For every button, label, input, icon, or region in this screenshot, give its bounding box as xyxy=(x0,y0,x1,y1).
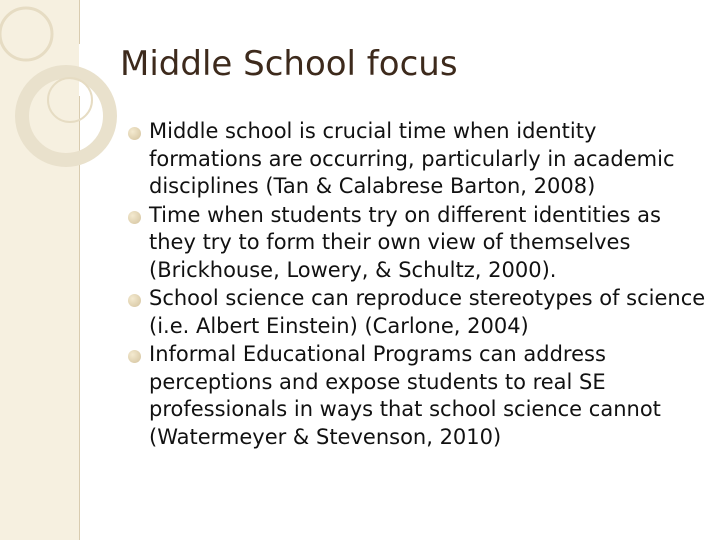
bullet-icon xyxy=(128,127,141,140)
bullet-item xyxy=(128,341,708,451)
bullet-text: Middle school is crucial time when identity formations are occurring, particularly in academic disciplines (Tan & Calabrese Barton, 2008) xyxy=(149,119,675,198)
bullet-icon xyxy=(128,350,141,363)
bullet-item xyxy=(128,285,708,340)
ring-small xyxy=(48,78,92,122)
bullet-item xyxy=(128,118,708,201)
bullet-text: Time when students try on different identities as they try to form their own view of themselves (Brickhouse, Lowery, & Schultz, 2000). xyxy=(149,202,661,282)
bullet-list xyxy=(128,118,708,452)
ring-large xyxy=(22,72,110,160)
bullet-icon xyxy=(128,294,141,307)
bullet-icon xyxy=(128,211,141,224)
bullet-text: Informal Educational Programs can address perceptions and expose students to real SE professionals in ways that school science cannot (Watermeyer & Stevenson, 2010) xyxy=(149,342,661,449)
bullet-item xyxy=(128,202,708,285)
ring-top xyxy=(0,8,52,60)
decorative-rings xyxy=(0,0,130,200)
slide-title: Middle School focus xyxy=(120,44,458,84)
bullet-text: School science can reproduce stereotypes of science (i.e. Albert Einstein) (Carlone, 2004) xyxy=(149,286,706,338)
